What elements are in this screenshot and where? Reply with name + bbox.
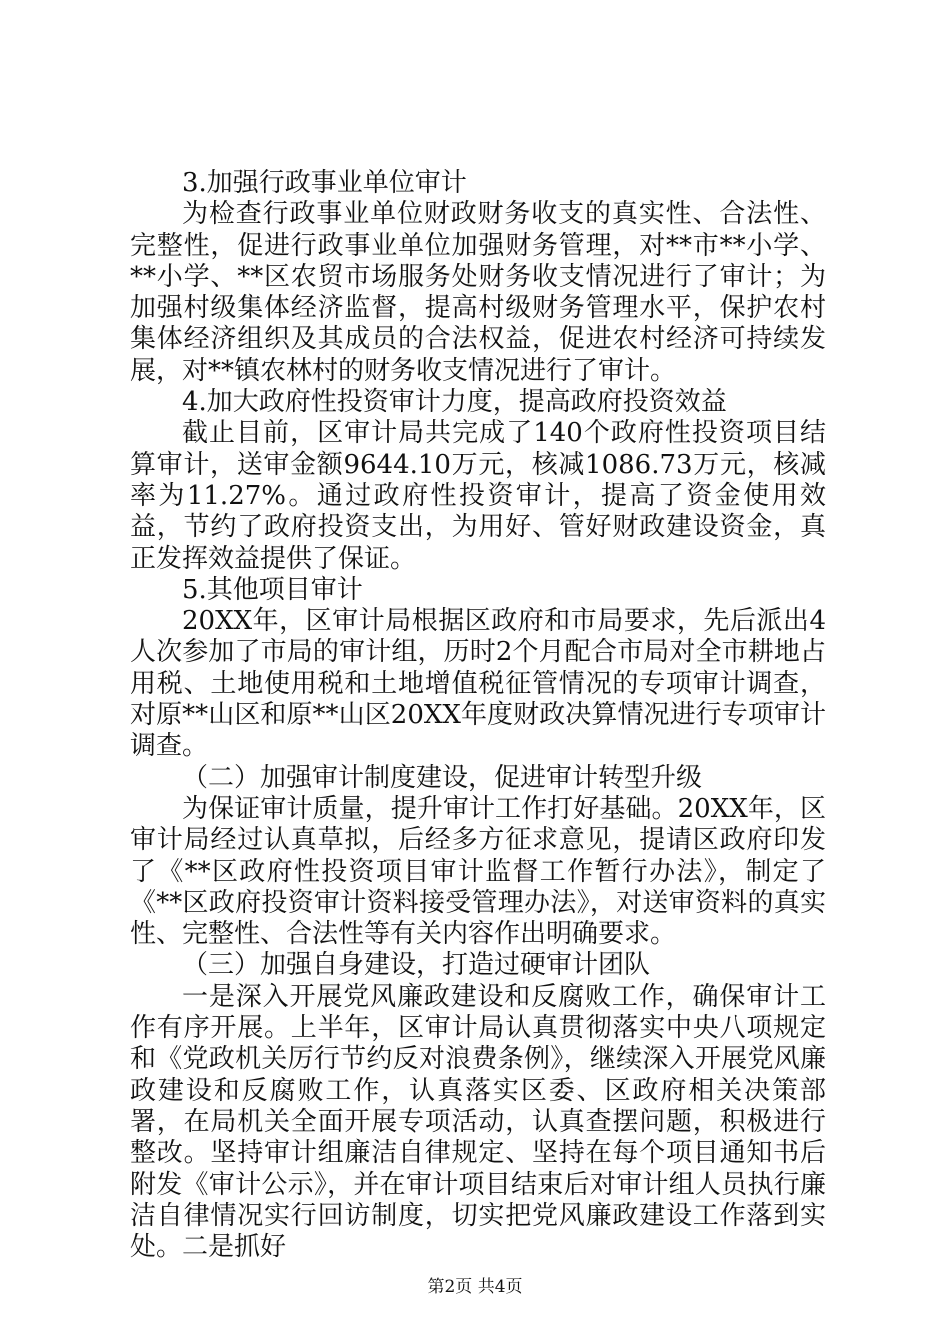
page-number-footer: 第2页 共4页: [427, 1277, 523, 1297]
body-paragraph: 截止目前，区审计局共完成了140个政府性投资项目结算审计，送审金额9644.10万元，核减1086.73万元，核减率为11.27%。通过政府性投资审计，提高了资金使用效益，节约了政府投资支出，为用好、管好财政建设资金，真正发挥效益提供了保证。: [130, 418, 826, 574]
section-heading-5: 5.其他项目审计: [182, 574, 363, 605]
body-paragraph: 20XX年，区审计局根据区政府和市局要求，先后派出4人次参加了市局的审计组，历时2个月配合市局对全市耕地占用税、土地使用税和土地增值税征管情况的专项审计调查，对原**山区和原**山区20XX年度财政决算情况进行专项审计调查。: [130, 606, 826, 762]
section-heading-3b: （三）加强自身建设，打造过硬审计团队: [182, 950, 651, 981]
section-heading-2: （二）加强审计制度建设，促进审计转型升级: [182, 762, 703, 793]
document-body: [130, 168, 826, 1263]
body-paragraph: 为保证审计质量，提升审计工作打好基础。20XX年，区审计局经过认真草拟，后经多方征求意见，提请区政府印发了《**区政府性投资项目审计监督工作暂行办法》，制定了《**区政府投资审计资料接受管理办法》，对送审资料的真实性、完整性、合法性等有关内容作出明确要求。: [130, 793, 826, 950]
section-heading-4: 4.加大政府性投资审计力度，提高政府投资效益: [182, 387, 727, 418]
body-paragraph: 为检查行政事业单位财政财务收支的真实性、合法性、完整性，促进行政事业单位加强财务管理，对**市**小学、**小学、**区农贸市场服务处财务收支情况进行了审计；为加强村级集体经济监督，提高村级财务管理水平，保护农村集体经济组织及其成员的合法权益，促进农村经济可持续发展，对**镇农林村的财务收支情况进行了审计。: [130, 199, 826, 386]
body-paragraph: 一是深入开展党风廉政建设和反腐败工作，确保审计工作有序开展。上半年，区审计局认真贯彻落实中央八项规定和《党政机关厉行节约反对浪费条例》，继续深入开展党风廉政建设和反腐败工作，认真落实区委、区政府相关决策部署，在局机关全面开展专项活动，认真查摆问题，积极进行整改。坚持审计组廉洁自律规定、坚持在每个项目通知书后附发《审计公示》，并在审计项目结束后对审计组人员执行廉洁自律情况实行回访制度，切实把党风廉政建设工作落到实处。二是抓好: [130, 981, 826, 1263]
section-heading-3: 3.加强行政事业单位审计: [182, 168, 467, 198]
